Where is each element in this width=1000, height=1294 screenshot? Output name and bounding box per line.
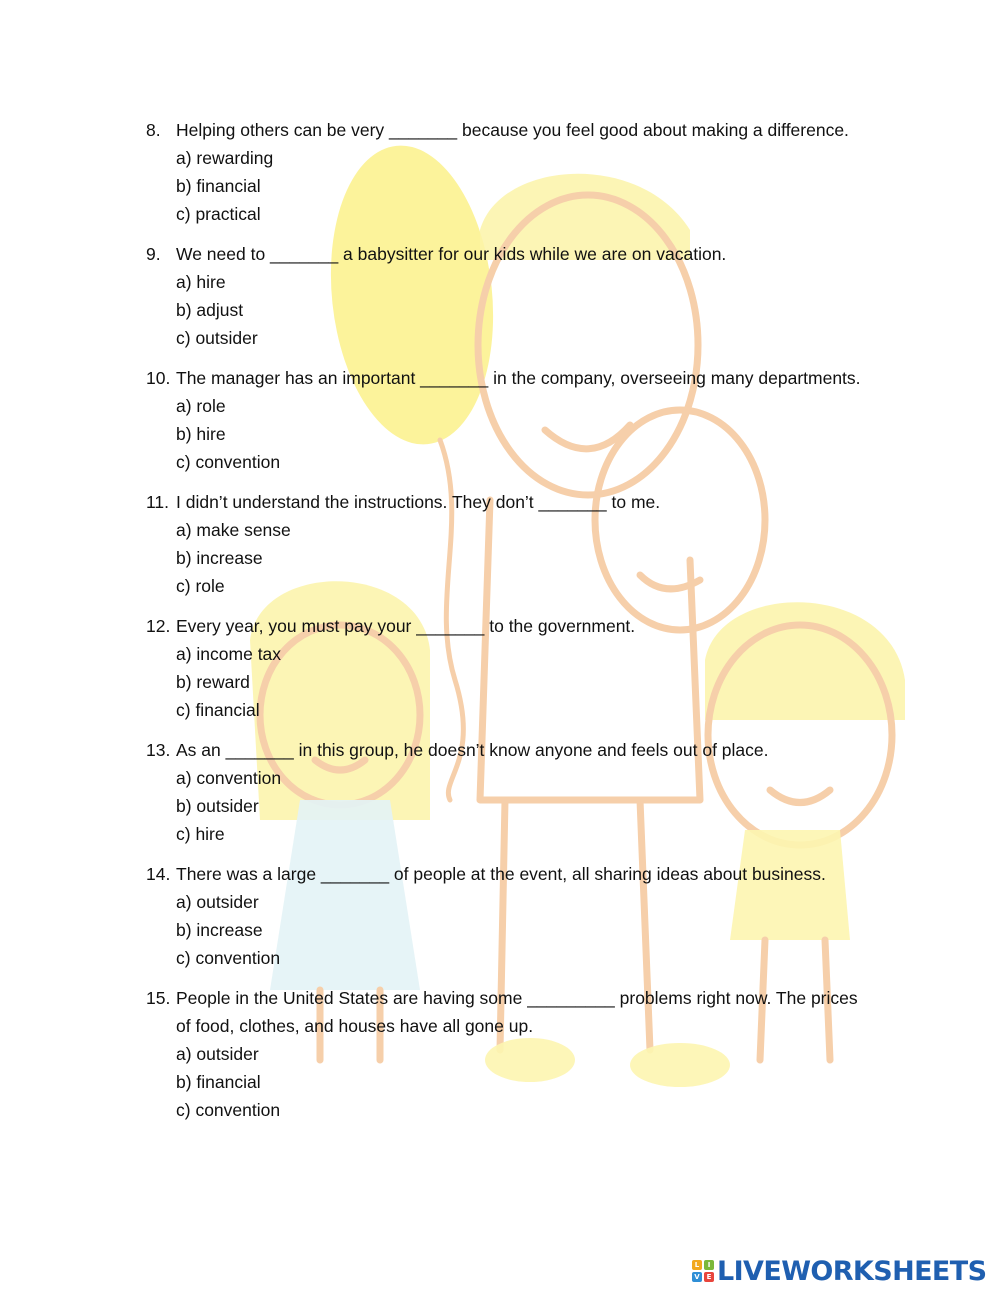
answer-option: c) convention (176, 452, 281, 472)
question-number: 9. (146, 244, 161, 264)
answer-option: c) financial (176, 700, 260, 720)
question-number: 14. (146, 864, 171, 884)
question-11 (146, 488, 896, 600)
answer-option: b) outsider (176, 796, 259, 816)
question-number: 12. (146, 616, 171, 636)
answer-option: c) convention (176, 948, 281, 968)
question-stem: Every year, you must pay your _______ to the government. (176, 616, 636, 636)
logo-tile-v: V (692, 1272, 702, 1282)
question-stem: As an _______ in this group, he doesn’t know anyone and feels out of place. (176, 740, 769, 760)
answer-option: a) rewarding (176, 148, 274, 168)
answer-option: c) convention (176, 1100, 281, 1120)
question-stem: Helping others can be very _______ because you feel good about making a difference. (176, 120, 849, 140)
answer-option: a) role (176, 396, 226, 416)
question-10 (146, 364, 896, 476)
answer-option: a) make sense (176, 520, 291, 540)
liveworksheets-logo[interactable] (692, 1256, 986, 1286)
logo-tile-e: E (704, 1272, 714, 1282)
answer-option: b) hire (176, 424, 226, 444)
answer-option: a) income tax (176, 644, 282, 664)
answer-option: c) outsider (176, 328, 258, 348)
answer-option: a) convention (176, 768, 282, 788)
answer-option: b) increase (176, 548, 263, 568)
question-13 (146, 736, 896, 848)
question-stem: People in the United States are having some _________ problems right now. The prices of food, clothes, and houses have all gone up. (176, 988, 858, 1036)
question-stem: We need to _______ a babysitter for our kids while we are on vacation. (176, 244, 727, 264)
answer-option: b) reward (176, 672, 250, 692)
question-number: 8. (146, 120, 161, 140)
question-14 (146, 860, 896, 972)
question-stem: There was a large _______ of people at the event, all sharing ideas about business. (176, 864, 826, 884)
question-number: 11. (146, 492, 170, 512)
answer-option: c) hire (176, 824, 225, 844)
answer-option: b) financial (176, 1072, 261, 1092)
question-12 (146, 612, 896, 724)
question-number: 13. (146, 740, 171, 760)
logo-tile-i: I (704, 1260, 714, 1270)
answer-option: c) role (176, 576, 225, 596)
question-number: 15. (146, 988, 171, 1008)
question-stem: The manager has an important _______ in the company, overseeing many departments. (176, 368, 861, 388)
logo-text: LIVEWORKSHEETS (717, 1255, 987, 1287)
question-15 (146, 984, 876, 1124)
question-number: 10. (146, 368, 171, 388)
answer-option: b) adjust (176, 300, 244, 320)
answer-option: c) practical (176, 204, 261, 224)
answer-option: a) outsider (176, 892, 259, 912)
question-stem: I didn’t understand the instructions. They don’t _______ to me. (176, 492, 661, 512)
question-8 (146, 116, 896, 228)
answer-option: a) hire (176, 272, 226, 292)
question-9 (146, 240, 896, 352)
answer-option: a) outsider (176, 1044, 259, 1064)
liveworksheets-logo-icon (692, 1260, 714, 1282)
logo-tile-l: L (692, 1260, 702, 1270)
answer-option: b) increase (176, 920, 263, 940)
answer-option: b) financial (176, 176, 261, 196)
